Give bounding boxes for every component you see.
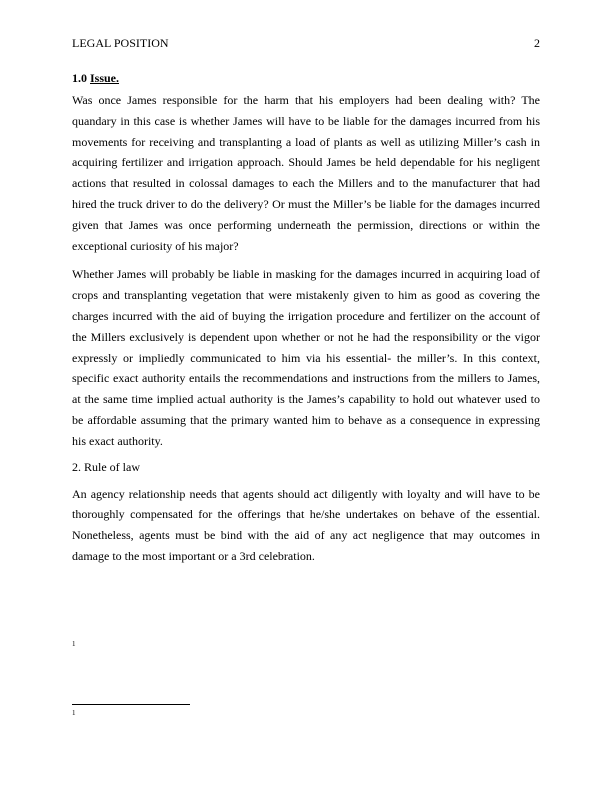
paragraph-rule-of-law: An agency relationship needs that agents should act diligently with loyalty and will have to be thoroughly compensated for the offerings that he/she undertakes on behave of the essential. Nonetheless, agents must be bind with the aid of any act negligence that may outcomes in damage to the most important or a 3rd celebration. [72, 486, 540, 563]
section-number: 1.0 [72, 71, 87, 85]
footnote-marker: 1 [72, 709, 76, 717]
paragraph-issue-1: Was once James responsible for the harm that his employers had been dealing with? The quandary in this case is whether James will have to be liable for the damages incurred from his movements for receiving and transplanting a load of plants as well as utilizing Miller’s cash in acquiring fertilizer and irrigation approach. Should James be held dependable for his negligent actions that resulted in colossal damages to each the Millers and to the manufacturer that had hired the truck driver to do the delivery? Or must the Miller’s be liable for the damages incurred given that James was once performing underneath the permission, directions or within the exceptional curiosity of his major? [72, 93, 540, 253]
page-number: 2 [534, 36, 540, 50]
footnote-marker: 1 [72, 640, 76, 648]
section-heading-issue [72, 71, 540, 85]
section-title: Issue. [90, 71, 120, 85]
section-heading-rule-of-law: 2. Rule of law [72, 459, 140, 474]
footnote-separator [72, 704, 190, 705]
document-body [72, 71, 540, 575]
paragraph-issue-2: Whether James will probably be liable in masking for the damages incurred in acquiring load of crops and transplanting vegetation that were mistakenly given to him as good as covering the charges incurred with the aid of buying the irrigation procedure and fertilizer on the account of the Millers exclusively is dependent upon whether or not he had the responsibility or the vigor expressly or impliedly communicated to him via his essential- the miller’s. In this context, specific exact authority entails the recommendations and instructions from the millers to James, at the same time implied actual authority is the James’s capability to hold out whatever used to be affordable assuming that the primary wanted him to behave as a consequence in expressing his exact authority. [72, 267, 540, 448]
running-header-title: LEGAL POSITION [72, 36, 169, 50]
